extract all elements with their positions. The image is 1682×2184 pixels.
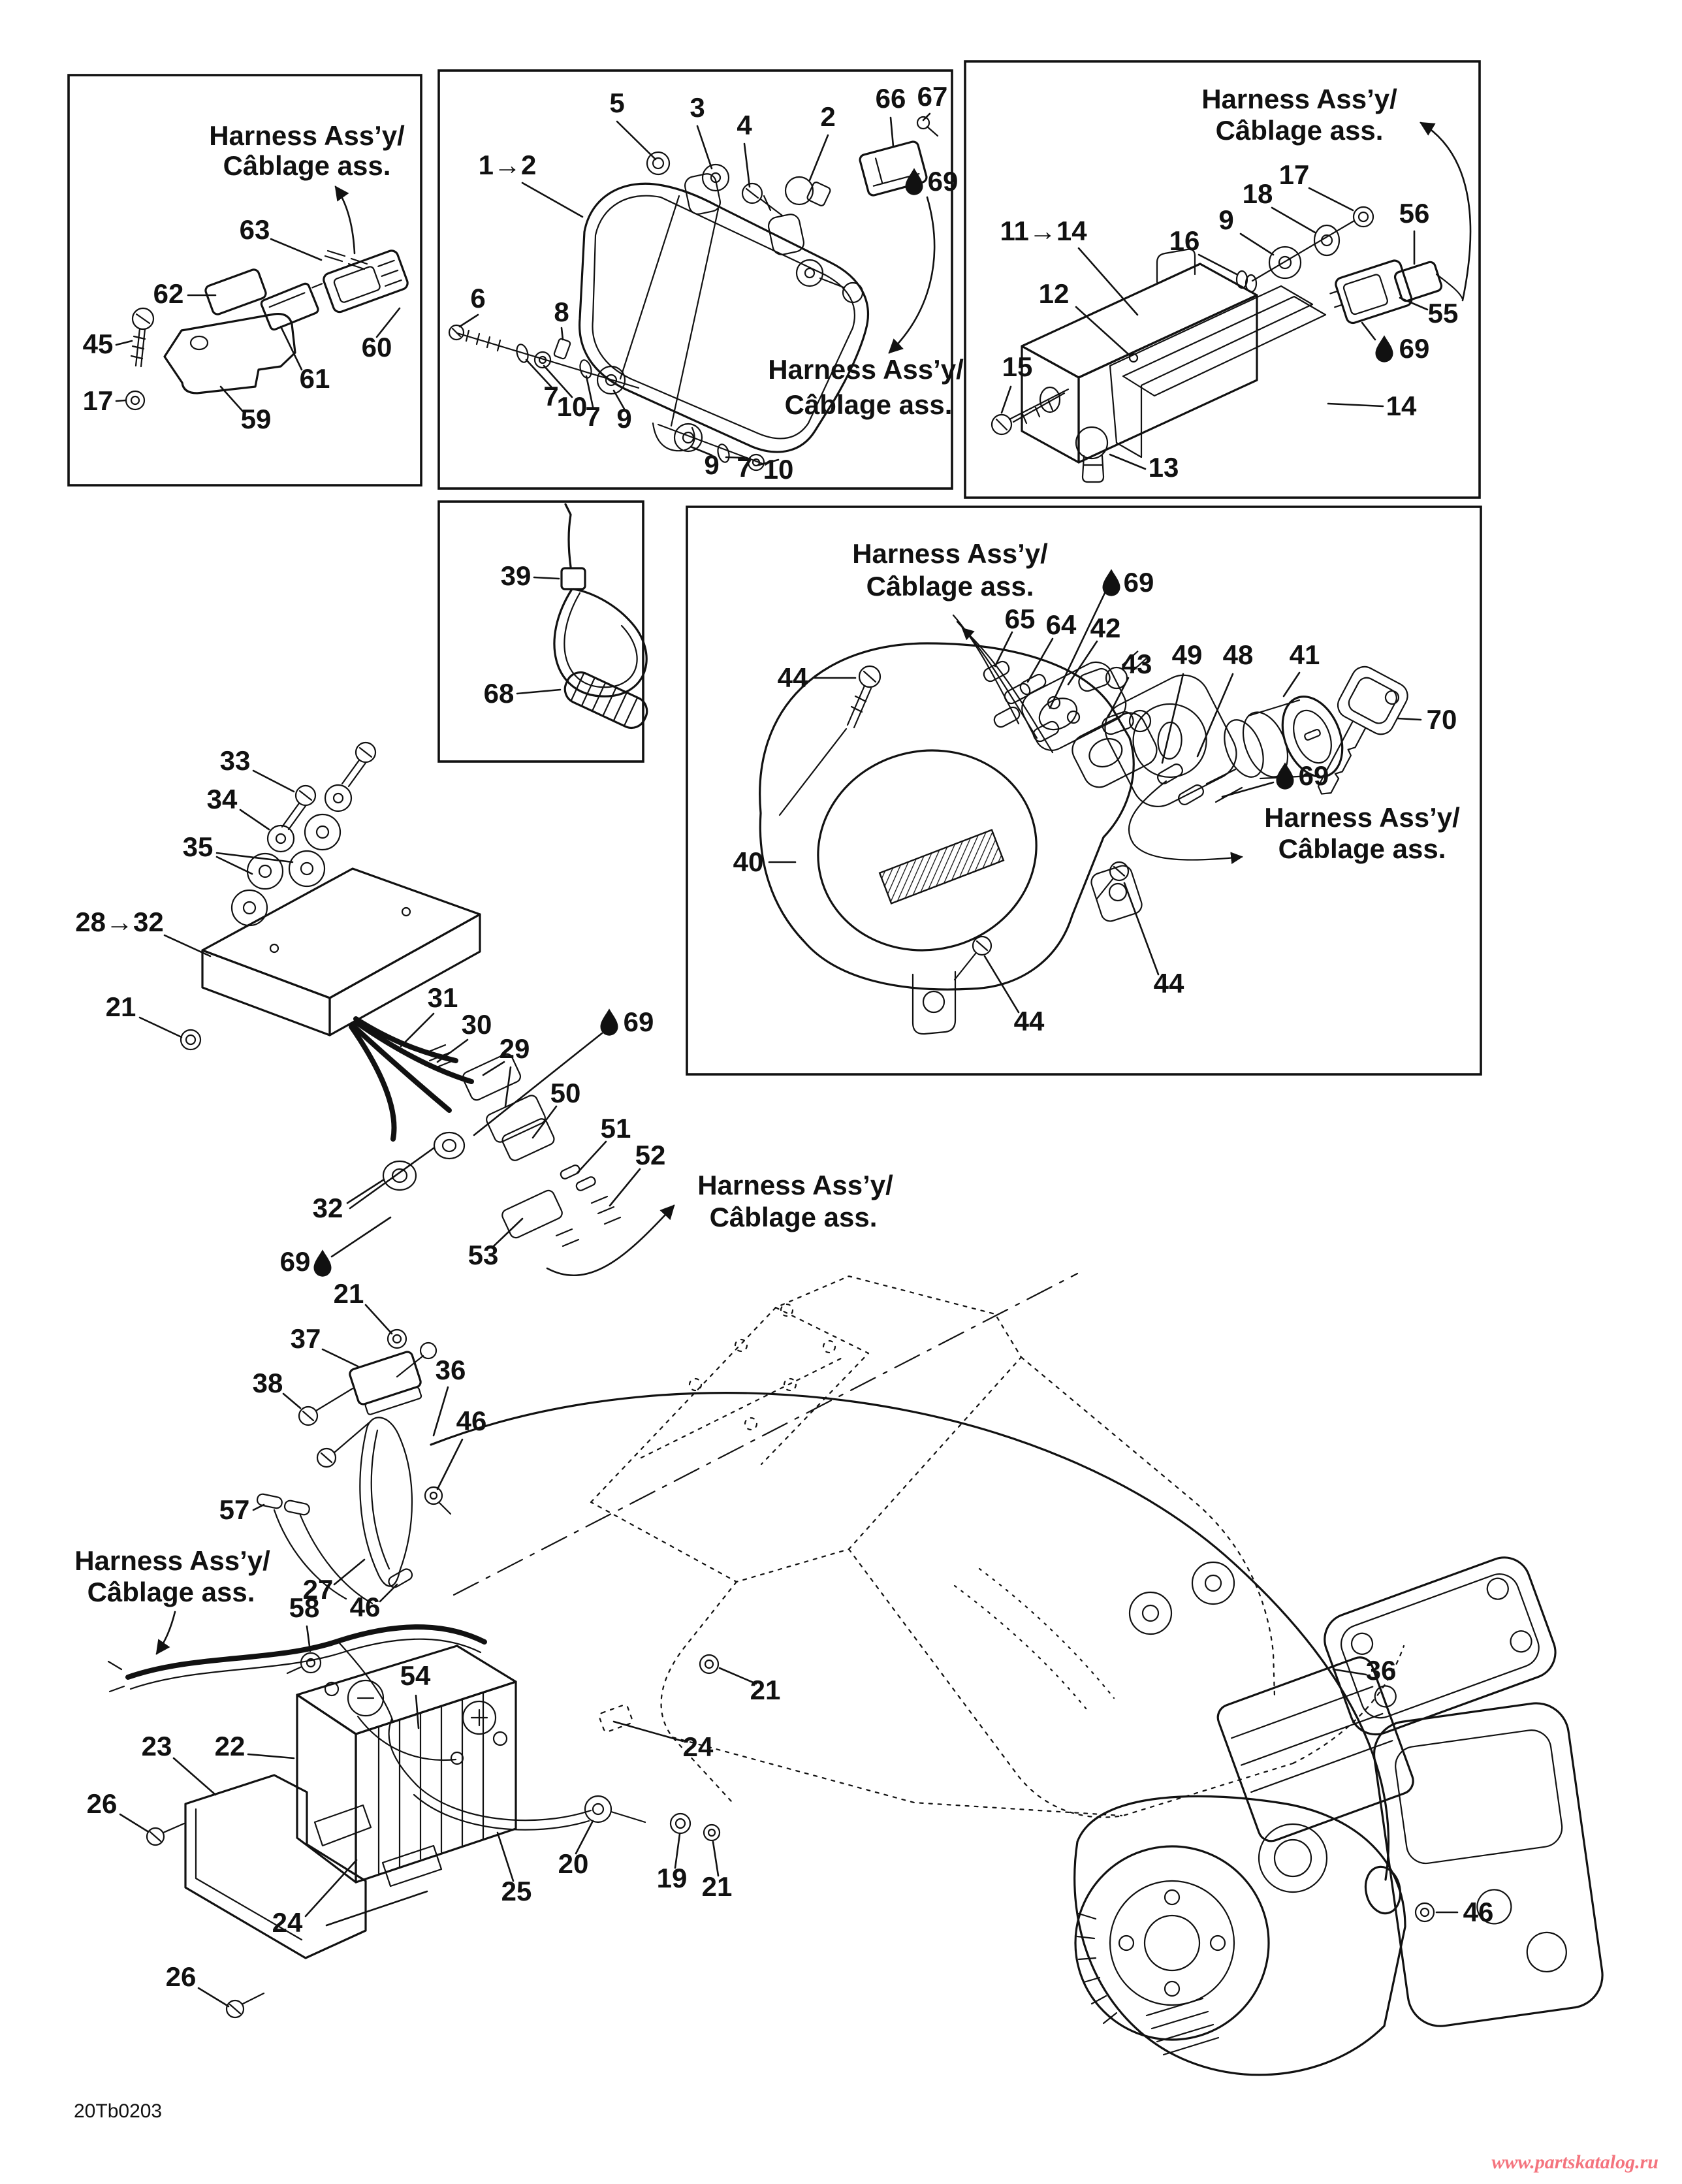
bulb-13-icon	[1076, 427, 1107, 482]
callout-43: 43	[1121, 649, 1152, 679]
drawing-code: 20Tb0203	[74, 2100, 163, 2122]
taillight-assembly	[992, 84, 1470, 483]
callout-19: 19	[656, 1863, 688, 1893]
console-shell	[760, 643, 1134, 989]
washers-34	[268, 785, 351, 852]
harness-note-line2: Câblage ass.	[87, 1577, 255, 1607]
callout-5: 5	[609, 88, 625, 118]
callout-50: 50	[550, 1078, 581, 1108]
callout-69e: 69	[623, 1006, 654, 1037]
callout-37: 37	[290, 1323, 321, 1354]
taillight-lens	[1079, 295, 1257, 462]
harness-note-line2: Câblage ass.	[223, 150, 391, 181]
grommet-9-icon	[1269, 247, 1301, 278]
callout-27: 27	[302, 1574, 334, 1605]
grease-droplet-icon	[906, 168, 923, 195]
callout-49: 49	[1171, 639, 1203, 670]
callout-69: 69	[927, 166, 959, 197]
nut-17-icon	[1354, 207, 1373, 227]
callout-36b: 36	[1365, 1655, 1397, 1686]
callout-17b: 17	[1278, 159, 1310, 190]
bracket-59	[165, 314, 295, 393]
harness-note-line1: Harness Ass’y/	[1201, 84, 1397, 114]
callout-69b: 69	[1399, 333, 1430, 364]
callout-13: 13	[1148, 452, 1179, 483]
callout-60: 60	[361, 332, 392, 362]
callout-17: 17	[82, 385, 114, 416]
callout-41: 41	[1289, 639, 1320, 670]
panel-console	[687, 507, 1481, 1074]
callout-9b: 9	[704, 449, 720, 480]
callout-58: 58	[289, 1592, 320, 1623]
callout-21e: 21	[701, 1871, 733, 1902]
callout-53: 53	[468, 1240, 499, 1270]
callout-69c: 69	[1123, 567, 1154, 598]
bracket-hole	[191, 336, 208, 349]
grease-droplet-icon	[314, 1249, 332, 1276]
ecu-harness-cluster	[75, 743, 893, 1277]
callout-24a: 24	[272, 1907, 303, 1938]
jumper-ring	[451, 1752, 463, 1764]
bulb-2-icon	[785, 177, 831, 207]
harness-note-line1: Harness Ass’y/	[697, 1170, 893, 1200]
harness-arrow	[336, 187, 355, 253]
callout-69d: 69	[1298, 760, 1329, 791]
callout-10: 10	[556, 391, 588, 422]
callout-11-14: 11→14	[1000, 216, 1087, 246]
callout-65: 65	[1004, 603, 1036, 634]
callout-26a: 26	[86, 1788, 118, 1819]
watermark: www.partskatalog.ru	[1491, 2151, 1658, 2173]
harness-note-line1: Harness Ass’y/	[768, 354, 964, 385]
callout-30: 30	[461, 1009, 492, 1040]
screw-26a-icon	[147, 1823, 184, 1845]
callout-44c: 44	[1013, 1006, 1045, 1036]
callout-69f: 69	[279, 1246, 311, 1277]
panel-tie-wrap	[439, 502, 643, 762]
callout-64: 64	[1045, 609, 1077, 640]
nut-17-icon	[126, 391, 144, 410]
harness-note-line2: Câblage ass.	[709, 1202, 878, 1232]
spiral-tube-68	[560, 667, 652, 732]
callout-12: 12	[1038, 278, 1070, 309]
callout-35: 35	[182, 831, 214, 862]
screws-33	[282, 743, 375, 829]
nut-21f-icon	[700, 1655, 718, 1673]
callout-51: 51	[600, 1113, 631, 1144]
harness-note-line1: Harness Ass’y/	[852, 538, 1048, 569]
callout-29: 29	[499, 1033, 530, 1064]
callout-44a: 44	[777, 662, 808, 693]
callout-33: 33	[219, 745, 251, 776]
screw-26b-icon	[227, 1993, 264, 2017]
battery-neg-terminal	[348, 1680, 383, 1716]
callout-48: 48	[1222, 639, 1254, 670]
harness-note-line1: Harness Ass’y/	[74, 1545, 270, 1576]
callout-31: 31	[427, 982, 458, 1013]
harness-note-line2: Câblage ass.	[866, 571, 1034, 602]
callout-2: 2	[820, 101, 836, 132]
console-assembly	[733, 538, 1460, 1036]
nut-21-icon	[181, 1030, 200, 1050]
callout-7b: 7	[585, 401, 601, 432]
callout-18: 18	[1242, 178, 1273, 209]
harness-note-line1: Harness Ass’y/	[209, 120, 405, 151]
callout-42: 42	[1090, 613, 1121, 643]
callout-44b: 44	[1153, 968, 1184, 999]
callout-59: 59	[240, 404, 272, 434]
fuse-plate-62	[204, 268, 268, 316]
callout-63: 63	[239, 214, 270, 245]
callout-21d: 21	[333, 1278, 364, 1309]
callout-55: 55	[1427, 298, 1459, 329]
screw-hole	[1040, 387, 1060, 412]
callout-3: 3	[690, 92, 705, 123]
grease-droplet-icon	[601, 1008, 618, 1035]
relay-bracket-assembly	[83, 120, 409, 434]
callout-16: 16	[1169, 225, 1200, 256]
grommets-35	[232, 814, 340, 925]
cable-tie-39	[554, 504, 646, 696]
callout-6: 6	[470, 283, 486, 313]
callout-57: 57	[219, 1494, 250, 1525]
headlight-assembly	[449, 81, 964, 485]
callout-23: 23	[141, 1731, 172, 1761]
washer-18-icon	[1314, 225, 1339, 255]
callout-9: 9	[616, 403, 632, 434]
callout-61: 61	[299, 363, 330, 394]
callout-38: 38	[252, 1368, 283, 1398]
callout-14: 14	[1386, 391, 1417, 421]
callout-46a: 46	[456, 1405, 487, 1436]
spacer-16-icon	[1237, 271, 1256, 292]
harness-arrow	[889, 197, 934, 353]
harness-note-line2: Câblage ass.	[1215, 115, 1384, 146]
conduit-27	[360, 1417, 412, 1586]
callout-52: 52	[635, 1140, 666, 1170]
callout-4: 4	[737, 110, 752, 140]
switch-connectors-48-49	[1156, 762, 1242, 807]
callout-56: 56	[1399, 198, 1430, 229]
callout-22: 22	[214, 1731, 246, 1761]
chassis-section	[74, 1274, 1606, 2075]
grease-droplet-icon	[1277, 762, 1294, 789]
screw-67-icon	[917, 117, 938, 136]
screw-44b-icon	[1097, 862, 1128, 899]
connector-56	[1393, 261, 1463, 302]
harness-note-line2: Câblage ass.	[1278, 833, 1446, 864]
grease-droplet-icon	[1376, 335, 1393, 362]
callout-7c: 7	[737, 452, 752, 483]
callout-70: 70	[1426, 704, 1457, 735]
frame-centerline	[454, 1274, 1077, 1595]
taillight-back-plate1	[1110, 286, 1312, 457]
cable-boot	[1361, 1863, 1404, 1916]
chain-line	[955, 1586, 1089, 1712]
grease-droplet-icon	[1103, 569, 1120, 596]
battery-pos-terminal	[463, 1701, 496, 1734]
callout-9c: 9	[1218, 204, 1234, 235]
callout-34: 34	[206, 784, 238, 814]
callout-24b: 24	[682, 1731, 714, 1762]
callout-10b: 10	[763, 454, 794, 485]
callout-25: 25	[501, 1876, 532, 1906]
callout-28-32: 28→32	[75, 907, 164, 937]
harness-wire-arrow	[1129, 781, 1242, 860]
callout-40: 40	[733, 846, 764, 877]
nut-46f-icon	[1416, 1903, 1434, 1921]
callout-39: 39	[500, 560, 532, 591]
callout-67: 67	[917, 81, 948, 112]
callout-36a: 36	[435, 1355, 466, 1385]
callout-66: 66	[875, 83, 906, 114]
callout-20: 20	[558, 1848, 589, 1879]
callout-21f: 21	[750, 1675, 781, 1705]
callout-62: 62	[153, 278, 184, 309]
harness-note-line1: Harness Ass’y/	[1264, 802, 1460, 833]
callout-1-2: 1→2	[478, 150, 537, 180]
screw-4-icon	[742, 184, 782, 216]
callout-15: 15	[1002, 351, 1033, 382]
callout-7: 7	[543, 381, 559, 411]
screw-15-icon	[992, 389, 1068, 434]
engine	[1075, 1550, 1607, 2075]
chain-line2	[979, 1569, 1114, 1698]
callout-32: 32	[312, 1193, 343, 1223]
callout-45: 45	[82, 329, 114, 359]
callout-21c: 21	[105, 991, 136, 1022]
callout-68: 68	[483, 678, 515, 709]
harness-connectors	[383, 1045, 620, 1246]
callout-54: 54	[400, 1660, 431, 1691]
grommet-3-icon	[703, 165, 729, 191]
cable-36	[431, 1393, 1388, 1880]
nut-5-icon	[647, 152, 669, 174]
console-opening	[797, 728, 1058, 973]
callout-46c: 46	[1463, 1897, 1494, 1927]
harness-arrow	[547, 1206, 674, 1276]
harness-note-line2: Câblage ass.	[784, 389, 953, 420]
relay-61	[261, 278, 332, 330]
harness-arrow	[157, 1612, 175, 1654]
console-decal	[880, 830, 1004, 904]
ring-terminal-46a	[425, 1487, 451, 1514]
screw-45-icon	[131, 308, 153, 366]
callout-26b: 26	[165, 1961, 197, 1992]
callout-46b: 46	[349, 1592, 381, 1622]
callout-8: 8	[554, 297, 569, 327]
tie-wrap-panel	[484, 504, 652, 733]
